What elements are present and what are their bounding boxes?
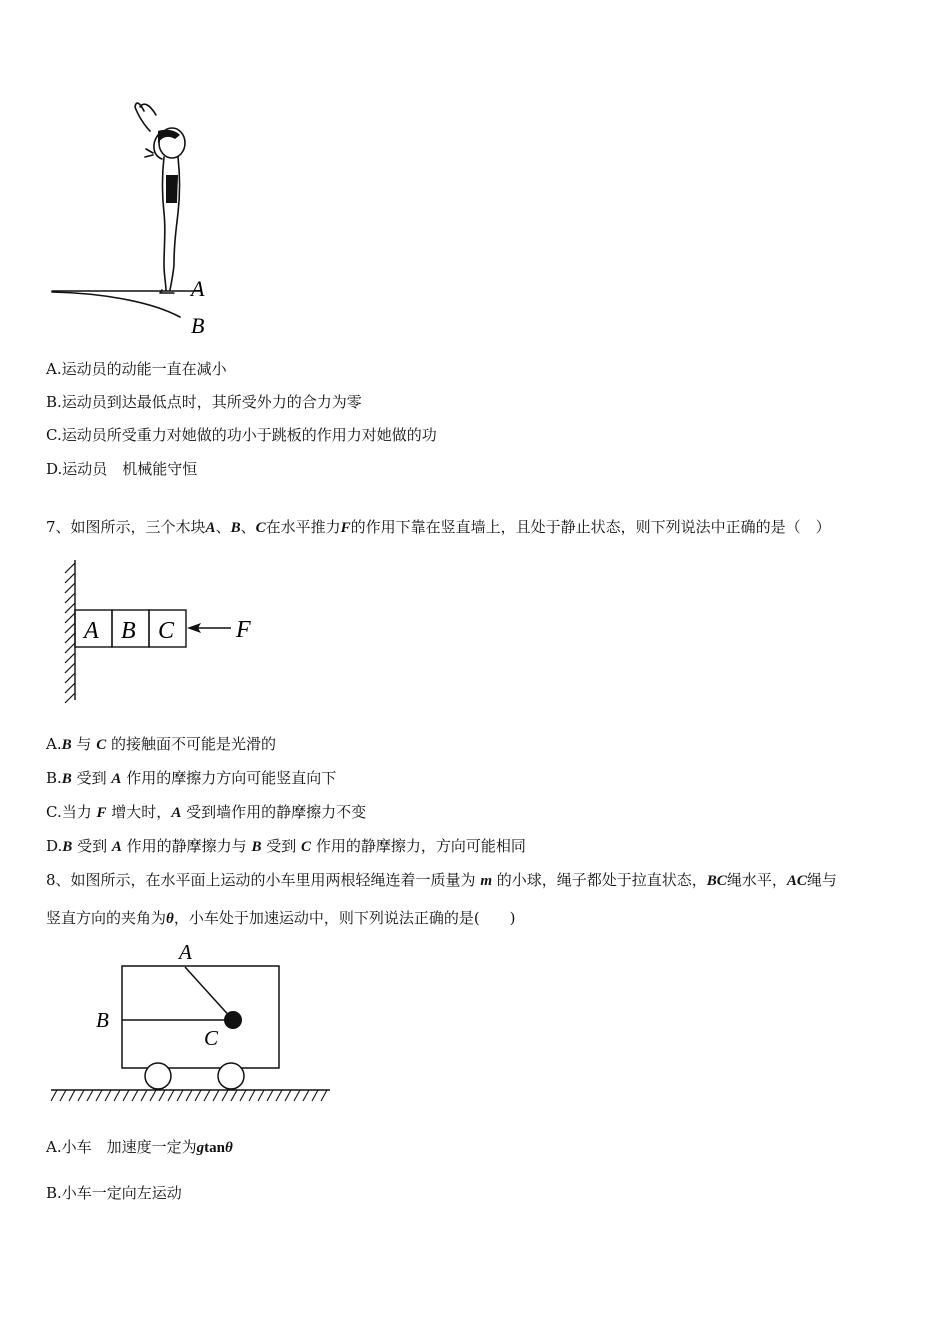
q8-option-a: A.小车 加速度一定为gtanθ [46,1138,233,1156]
q7-option-a: A.B 与 C 的接触面不可能是光滑的 [46,735,277,753]
block-c-label: C [158,618,175,644]
cart-label-b: B [96,1008,109,1032]
q7-stem: 7、如图所示，三个木块A、B、C在水平推力F的作用下靠在竖直墙上，且处于静止状态，则下列说法中正确的是（ ） [46,518,831,536]
q7-option-b: B.B 受到 A 作用的摩擦力方向可能竖直向下 [46,769,337,787]
q6-option-a: A.运动员的动能一直在减小 [46,360,227,378]
q7-option-c: C.当力 F 增大时，A 受到墙作用的静摩擦力不变 [46,803,367,821]
cart-figure [45,938,340,1108]
cart-label-a: A [179,940,192,964]
q6-option-b: B.运动员到达最低点时，其所受外力的合力为零 [46,393,362,411]
blocks-figure [55,555,275,705]
ball [224,1011,242,1029]
fig1-label-b: B [191,313,205,338]
q6-option-c: C.运动员所受重力对她做的功小于跳板的作用力对她做的功 [46,426,437,444]
diver-figure [40,95,230,345]
q8-stem-line2: 竖直方向的夹角为θ，小车处于加速运动中，则下列说法正确的是( ) [46,909,516,927]
q8-option-b: B.小车一定向左运动 [46,1184,182,1202]
block-b-label: B [121,618,136,644]
cart-label-c: C [204,1026,219,1050]
q7-option-d: D.B 受到 A 作用的静摩擦力与 B 受到 C 作用的静摩擦力，方向可能相同 [46,837,526,855]
fig1-label-a: A [191,276,205,301]
block-a-label: A [84,618,99,644]
q6-option-d: D.运动员 机械能守恒 [46,460,198,478]
q8-stem-line1: 8、如图所示，在水平面上运动的小车里用两根轻绳连着一质量为 m 的小球，绳子都处于拉直状态，BC绳水平，AC绳与 [46,871,837,889]
force-f-label: F [236,617,251,643]
